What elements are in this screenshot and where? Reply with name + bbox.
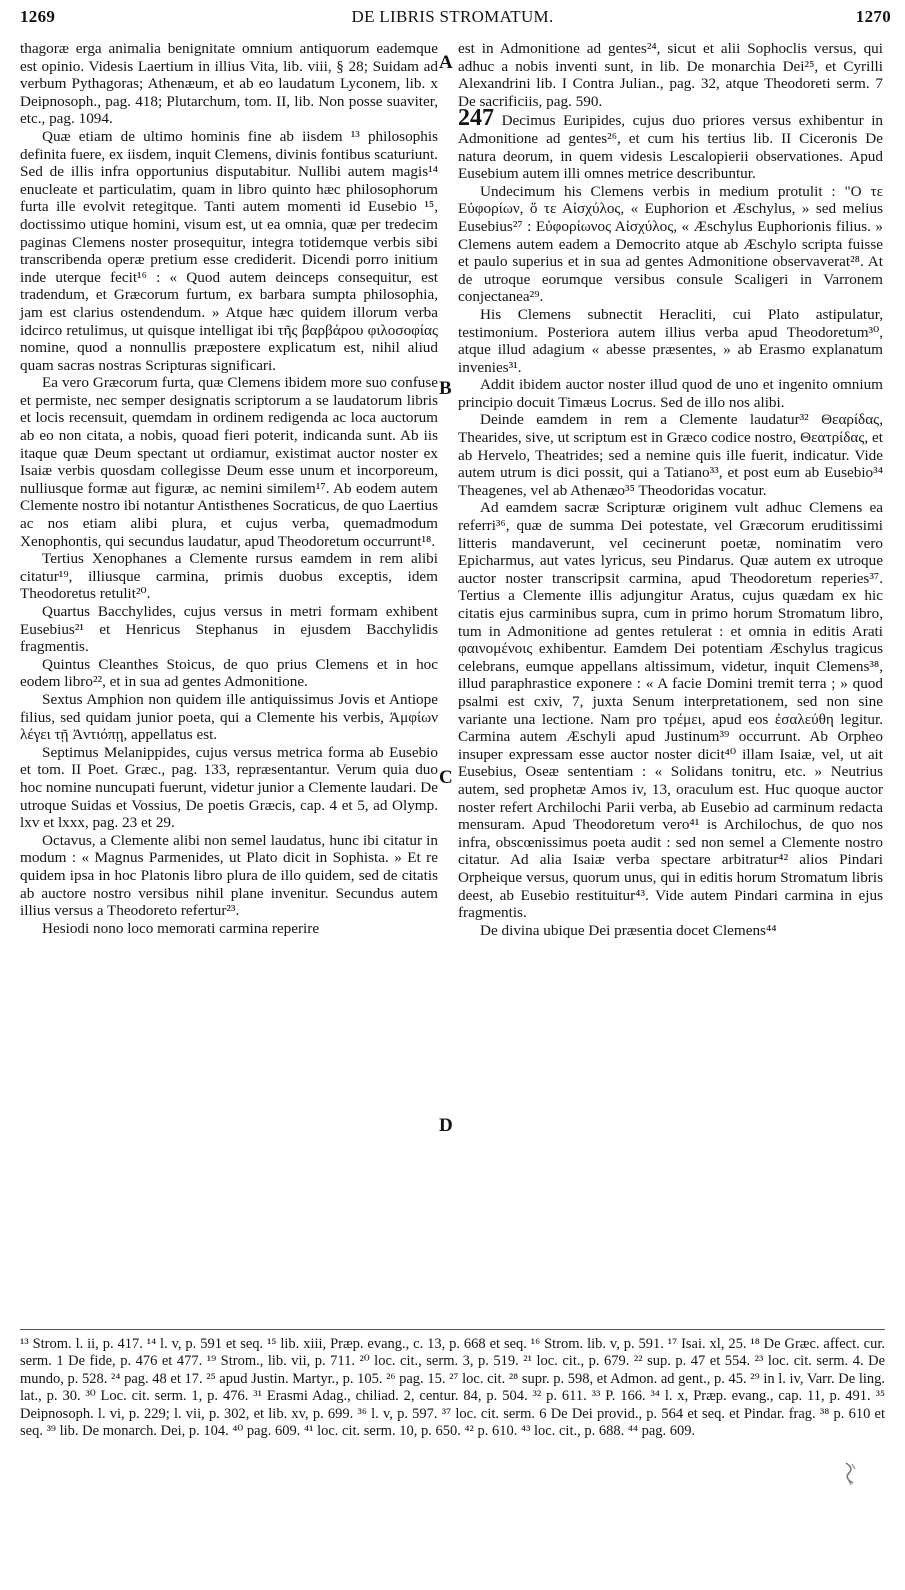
paragraph: Quintus Cleanthes Stoicus, de quo prius Clemens et in hoc eodem libro²², et in sua ad gentes Admonitione. [20,655,438,691]
paragraph: Hesiodi nono loco memorati carmina reperire [42,919,320,937]
margin-letter-c: C [439,767,453,788]
running-header [0,7,905,31]
paragraph: thagoræ erga animalia benignitate omnium antiquorum eademque est opinio. Videsis Laertium in illius Vita, lib. viii, § 28; Suidam ad verbum Pythagoras; Athenæum, et ab eo laudatum Lyconem, lib. x Deipnosoph., pag. 418; Plutarchum, tom. II, lib. Non posse suaviter, etc., pag. 1094. [20,40,438,128]
margin-letter-d: D [439,1115,453,1136]
paragraph: Deinde eamdem in rem a Clemente laudatur³² Θεαρίδας, Thearides, sive, ut scriptum est in Græco codice nostro, Θεατρίδας, et ab Hervelo, Theatrides; sed a nemine quis ille fuerit, indicatur. Vide autem utrum is dici possit, qui a Tatiano³³, et post eum ab Eusebio³⁴ Theagenes, vel ab Athenæo³⁵ Theodoridas vocatur. [458,411,883,499]
left-page-number: 1269 [20,7,56,26]
paragraph: Ad eamdem sacræ Scripturæ originem vult adhuc Clemens ea referri³⁶, quæ de summa Dei potestate, vel Græcorum eruditissimi litteris mandaverunt, vel cecinerunt poetæ, nominatim vero Epicharmus, aut vates lyricus, seu Pindarus. Quæ autem ex utroque auctor noster transcripsit carmina, apud Theodoretum reperies³⁷. Tertius a Clemente illis adjungitur Aratus, cujus quædam ex hic citatis ejus carminibus supra, cum in primo horum Stromatum libro, tum in Admonitione ad gentes retulerat : et omnia in editis Arati φαινομένοις exhibentur. Eamdem Dei potentiam Æschylus tragicus celebrans, eumque appellans altissimum, videtur, inquit Clemens³⁸, illud paraphrastice exponere : « A facie Domini tremit terra ; » quod psalmi est cxiv, 7, juxta Senum interpretationem, sed non sine variante una lectione. Nam pro τρέμει, apud eos ἐσαλεύθη legitur. Carmina autem Æschyli apud Justinum³⁹ occurrunt. Ab Orpheo insuper expressam esse auctor noster dicit⁴⁰ illam Isaiæ, vel, ut ait Eusebius, Oseæ sententiam : « Solidans tonitru, etc. » Neutrius autem, sed prophetæ Amos iv, 13, oraculum est. Huc quoque auctor noster refert Archilochi Parii verba, ab Eusebio ad carminum redacta mensuram. Apud Theodoretum vero⁴¹ is Archilochus, de quo nos infra, obscœnissimus poeta audit : sed non semel a Clemente nostro citatur. Ad alia Isaiæ verba spectare arbitratur⁴² alios Pindari Orpheique versus, quorum unus, qui in editis horum Stromatum libris deest, ab Eusebio restituitur⁴³. Vide autem Pindari carmina in ejus fragmentis. [458,499,883,922]
margin-letter-a: A [439,52,453,73]
paragraph: Undecimum his Clemens verbis in medium protulit : "Ο τε Εὐφορίων, ὅ τε Αἰσχύλος, « Euphorion et Æschylus, » sed melius Eusebius²⁷ : Εὐφορίωνος Αἰσχύλος, « Æschylus Euphorionis filius. » Clemens autem eadem a Democrito atque ab Æschylo scripta fuisse et paulo superius et in sua ad gentes Admonitione observaverat²⁸. At de utroque eorumque versibus consule Scaligeri in Varronem conjectanea²⁹. [458,182,883,306]
paragraph-section-247 [458,105,884,183]
paragraph: Octavus, a Clemente alibi non semel laudatus, hunc ibi citatur in modum : « Magnus Parmenides, ut Plato dicit in Sophista. » Et re quidem ipsa in hoc Platonis libro plura de illo quidem, sed de citatis ab auctore nostro versibus nihil plane invenitur. Secundus autem illius versus a Theodoreto refertur²³. [20,831,438,920]
paragraph: Addit ibidem auctor noster illud quod de uno et ingenito omnium principio docuit Timæus Locrus. Sed de illo nos alibi. [458,376,883,411]
paragraph: Tertius Xenophanes a Clemente rursus eamdem in rem alibi citatur¹⁹, illiusque carmina, primis duobus exceptis, idem Theodoretus retulit²⁰. [20,550,438,603]
paragraph: De divina ubique Dei præsentia docet Clemens⁴⁴ [480,921,777,939]
paragraph: Sextus Amphion non quidem ille antiquissimus Jovis et Antiope filius, sed quidam junior poeta, qui a Clemente his verbis, Ἀμφίων λέγει τῇ Ἀντιόπῃ, appellatus est. [20,690,438,744]
left-column [20,40,438,937]
paragraph: Ea vero Græcorum furta, quæ Clemens ibidem more suo confuse et permiste, nec semper designatis scriptorum a se laudatorum libris et locis recensuit, quemdam in ordinem redigenda ac loca auctorum ab eo non citata, a nobis, quoad fieri poterit, indicanda sunt. Ab iis itaque quæ Deum spectant ut ordiamur, existimat auctor noster ex Isaiæ verbis quosdam collegisse Deum esse unum et incorporeum, nulliusque formæ aut figuræ, ac nemini similem¹⁷. Ab eodem autem Clemente nostro ibi notantur Antisthenes Socraticus, de quo Laertius ac nos etiam alibi plura, et cujus verba, quemadmodum Xenophontis, qui secundus laudatur, apud Theodoretum occurrunt¹⁸. [20,374,438,550]
paragraph: Quartus Bacchylides, cujus versus in metri formam exhibent Eusebius²¹ et Henricus Stephanus in ejusdem Bacchylidis fragmentis. [20,603,438,656]
right-column [458,40,883,939]
paragraph: Quæ etiam de ultimo hominis fine ab iisdem ¹³ philosophis definita fuere, ex iisdem, inquit Clemens, divinis fontibus scaturiunt. Sed de illis infra opportunius disputabitur. Nullibi autem magis¹⁴ enucleate et particulatim, quam in libro quinto hæc philosophorum furta ille evolvit retegitque. Tanti autem momenti id Eusebio ¹⁵, doctissimo utique homini, visum est, ut ea omnia, quæ per tredecim paginas Clemens noster prosequitur, integra totidemque verbis sibi transcribenda operæ pretium esse crediderit. Dicendi porro initium inde uterque fecit¹⁶ : « Quod autem deinceps consequitur, est tradendum, et Græcorum furtum, ex barbara sumpta philosophia, jam est clarius ostendendum. » Atque hæc quidem illorum verba idcirco retulimus, ut quisque intelligat ibi τῆς βαρβάρου φιλοσοφίας nomine, quod a nonnullis præpostere explicatum est, nihil aliud quam sacras nostras Scripturas significari. [20,127,438,374]
paragraph: est in Admonitione ad gentes²⁴, sicut et alii Sophoclis versus, qui adhuc a nobis inventi sunt, in lib. De monarchia Dei²⁵, et Cyrilli Alexandrini lib. I Contra Julian., pag. 32, atque Theodoreti serm. 7 De sacrificiis, pag. 590. [458,40,883,110]
paragraph: His Clemens subnectit Heracliti, cui Plato astipulatur, testimonium. Posteriora autem illius verba apud Theodoretum³⁰, atque illud adagium « abesse præsentes, » ab Erasmo explanatum invenies³¹. [458,305,883,376]
section-number: 247 [458,105,494,132]
right-page-number: 1270 [855,7,891,26]
printer-mark-icon [840,1460,862,1486]
running-title: DE LIBRIS STROMATUM. [351,7,554,26]
margin-letter-b: B [439,378,452,399]
footnotes [20,1329,885,1440]
section-text: Decimus Euripides, cujus duo priores versus exhibentur in Admonitione ad gentes²⁶, et cum his tertius lib. II Ciceronis De natura deorum, in quem videsis Lescalopierii observationes. Apud Eusebium autem illi omnes metrice describuntur. [458,112,884,183]
paragraph: Septimus Melanippides, cujus versus metrica forma ab Eusebio et tom. II Poet. Græc., pag. 133, repræsentantur. Verum quia duo hoc nomine nuncupati fuerunt, videtur junior a Clemente laudari. De utroque Suidas et Vossius, De poetis Græcis, cap. 4 et 5, ad Olymp. lxv et lxxx, pag. 23 et 29. [20,743,438,832]
footnote-text: ¹³ Strom. l. ii, p. 417. ¹⁴ l. v, p. 591 et seq. ¹⁵ lib. xiii, Præp. evang., c. 13, p. 668 et seq. ¹⁶ Strom. lib. v, p. 591. ¹⁷ Isai. xl, 25. ¹⁸ De Græc. affect. cur. serm. 1 De fide, p. 476 et 477. ¹⁹ Strom., lib. vii, p. 711. ²⁰ loc. cit., serm. 3, p. 519. ²¹ loc. cit., p. 679. ²² sup. p. 47 et 554. ²³ loc. cit. serm. 4. De mundo, p. 528. ²⁴ pag. 48 et 17. ²⁵ apud Justin. Martyr., p. 105. ²⁶ pag. 15. ²⁷ loc. cit. ²⁸ supr. p. 598, et Admon. ad gent., p. 45. ²⁹ in l. iv, Varr. De ling. lat., p. 30. ³⁰ Loc. cit. serm. 1, p. 476. ³¹ Erasmi Adag., chiliad. 2, centur. 84, p. 504. ³² p. 611. ³³ P. 166. ³⁴ l. x, Præp. evang., cap. 11, p. 491. ³⁵ Deipnosoph. l. vi, p. 229; l. vii, p. 302, et lib. xv, p. 699. ³⁶ l. v, p. 597. ³⁷ loc. cit. serm. 6 De Dei provid., p. 564 et seq. et Pindar. frag. ³⁸ p. 610 et seq. ³⁹ lib. De monarch. Dei, p. 104. ⁴⁰ pag. 609. ⁴¹ loc. cit. serm. 10, p. 650. ⁴² p. 610. ⁴³ loc. cit., p. 688. ⁴⁴ pag. 609. [20,1336,885,1440]
